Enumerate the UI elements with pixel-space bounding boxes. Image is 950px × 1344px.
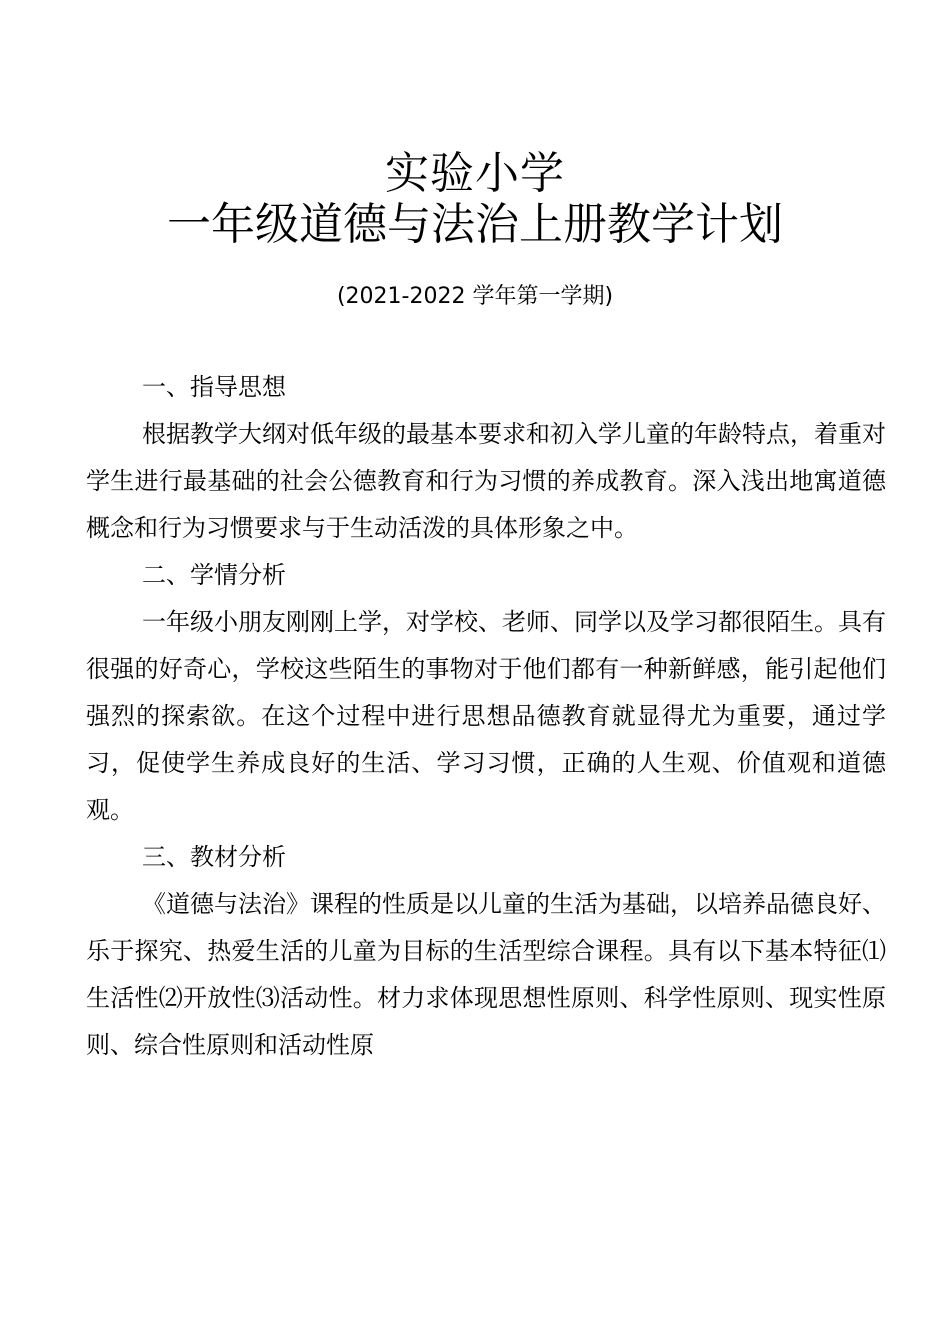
section-paragraph-guiding-ideology: 根据教学大纲对低年级的最基本要求和初入学儿童的年龄特点，着重对学生进行最基础的社会公德教育和行为习惯的养成教育。深入浅出地寓道德概念和行为习惯要求与于生动活泼的具体形象之中。 <box>86 420 886 542</box>
school-name: 实验小学 <box>385 148 565 199</box>
section-paragraph-textbook-analysis: 《道德与法治》课程的性质是以儿童的生活为基础，以培养品德良好、乐于探究、热爱生活的儿童为目标的生活型综合课程。具有以下基本特征⑴生活性⑵开放性⑶活动性。材力求体现思想性原则、科学性原则、现实性原则、综合性原则和活动性原 <box>86 890 886 1059</box>
document-body <box>86 364 886 1069</box>
plan-title: 一年级道德与法治上册教学计划 <box>167 199 783 250</box>
section-heading-guiding-ideology: 一、指导思想 <box>142 373 286 401</box>
section-heading-student-analysis: 二、学情分析 <box>142 561 286 589</box>
section-paragraph-student-analysis: 一年级小朋友刚刚上学，对学校、老师、同学以及学习都很陌生。具有很强的好奇心，学校这些陌生的事物对于他们都有一种新鲜感，能引起他们强烈的探索欲。在这个过程中进行思想品德教育就显得尤为重要，通过学习，促使学生养成良好的生活、学习习惯，正确的人生观、价值观和道德观。 <box>86 608 886 824</box>
semester-label: (2021-2022 学年第一学期) <box>336 284 614 309</box>
title-block <box>0 150 950 250</box>
section-heading-textbook-analysis: 三、教材分析 <box>142 843 286 871</box>
